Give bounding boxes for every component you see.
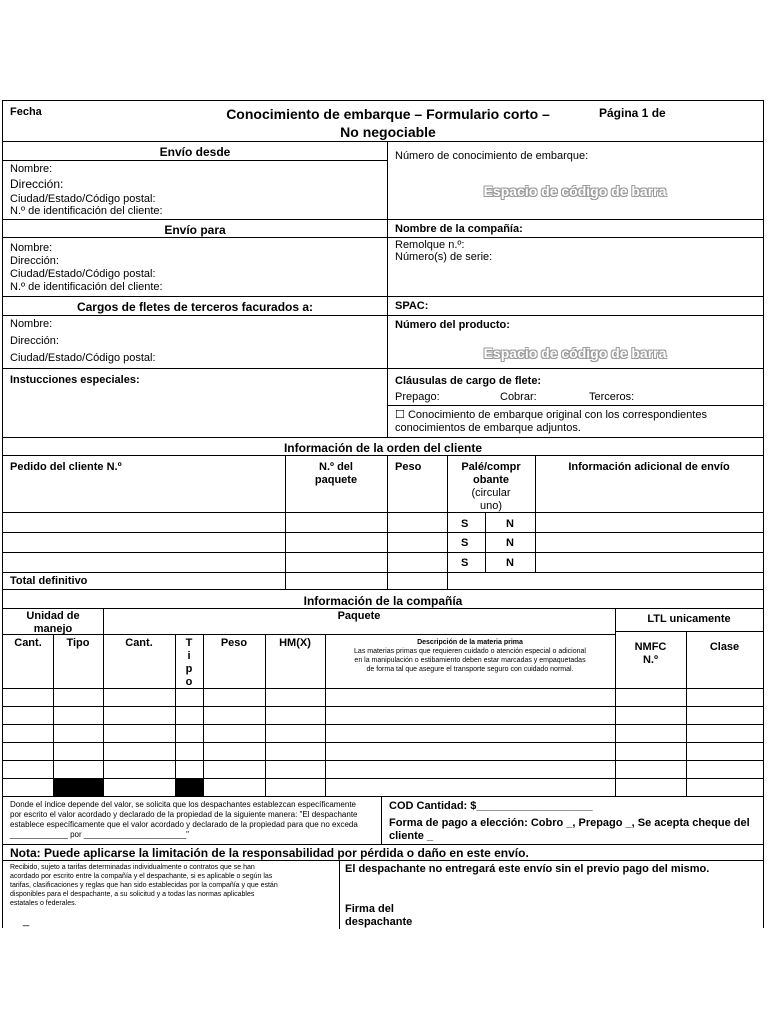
- divider: [339, 860, 340, 929]
- divider: [3, 572, 763, 573]
- col-nmfc: [615, 641, 686, 667]
- received-line4: disponibles para el despachante, a su solicitud y a todas las normas aplicables: [10, 891, 255, 898]
- divider: [3, 368, 763, 369]
- row-s-marker[interactable]: S: [461, 518, 469, 530]
- col-cant-2: Cant.: [125, 637, 153, 649]
- divider: [53, 634, 54, 796]
- envio-para-direccion: Dirección:: [10, 255, 59, 267]
- received-dash: _: [23, 915, 30, 927]
- total-definitivo: Total definitivo: [10, 575, 88, 587]
- form-title-line1: Conocimiento de embarque – Formulario corto –: [226, 106, 550, 122]
- desc-line1: Las materias primas que requieren cuidado o atención especial o adicional: [354, 648, 586, 655]
- divider: [3, 512, 763, 513]
- row-n-marker[interactable]: N: [506, 557, 514, 569]
- col-num-paquete-line1: N.º del: [319, 461, 353, 473]
- special-instructions-label: Instucciones especiales:: [10, 374, 140, 386]
- company-name-label: Nombre de la compañía:: [395, 223, 523, 235]
- col-cant-1: Cant.: [14, 637, 42, 649]
- envio-desde-direccion: Dirección:: [10, 177, 64, 191]
- paquete-header: Paquete: [337, 610, 381, 622]
- freight-clauses-label: Cláusulas de cargo de flete:: [395, 375, 542, 387]
- envio-desde-ciudad: Ciudad/Estado/Código postal:: [10, 193, 156, 205]
- received-line2: acordado por escrito entre la compañía y el despachante, si es aplicable o según las: [10, 873, 273, 880]
- product-number-label: Número del producto:: [395, 319, 510, 331]
- desc-line3: de forma tal que asegure el transporte seguro con cuidado normal.: [366, 666, 574, 673]
- declared-value-line1: Donde el índice depende del valor, se solicita que los despachantes establezcan específicamente: [10, 800, 357, 809]
- company-info-heading: Información de la compañía: [303, 594, 463, 608]
- terceros-ciudad: Ciudad/Estado/Código postal:: [10, 352, 156, 364]
- col-pedido: Pedido del cliente N.º: [10, 461, 122, 473]
- divider: [3, 160, 387, 161]
- divider: [3, 778, 763, 779]
- original-bol-checkbox-line2: conocimientos de embarque adjuntos.: [395, 422, 581, 434]
- divider: [387, 405, 763, 406]
- declared-value-text: [10, 800, 378, 840]
- divider: [3, 141, 763, 142]
- col-clase: Clase: [709, 641, 740, 653]
- bol-number-label: Número de conocimiento de embarque:: [395, 150, 589, 162]
- col-tipo-2-letter: p: [185, 663, 193, 675]
- row-s-marker[interactable]: S: [461, 537, 469, 549]
- declared-value-line3: establece específicamente que el valor acordado y declarado de la propiedad para que no exceda: [10, 820, 358, 829]
- ltl-header: LTL unicamente: [647, 613, 731, 625]
- form-title-line2: No negociable: [340, 124, 436, 140]
- divider: [3, 724, 763, 725]
- col-tipo-2-letter: i: [187, 650, 191, 662]
- col-info-adicional: Información adicional de envío: [568, 461, 730, 473]
- received-line3: tarifas, clasificaciones y reglas que han sido establecidas por la compañía y que están: [10, 882, 278, 889]
- terceros-direccion: Dirección:: [10, 335, 59, 347]
- divider: [3, 455, 763, 456]
- serie-label: Número(s) de serie:: [395, 251, 493, 263]
- divider: [615, 608, 616, 796]
- shaded-cell: [54, 779, 103, 796]
- unidad-manejo-header: [3, 610, 103, 636]
- divider: [485, 512, 486, 573]
- col-peso-2: Peso: [220, 637, 248, 649]
- desc-materia-prima: [327, 638, 613, 674]
- divider: [387, 237, 763, 238]
- terceros-charge-label: Terceros:: [589, 391, 635, 403]
- original-bol-checkbox[interactable]: [395, 409, 759, 435]
- received-terms: [10, 863, 336, 908]
- col-num-paquete-line2: paquete: [314, 474, 358, 486]
- divider: [3, 589, 763, 590]
- desc-title: Descripción de la materia prima: [417, 639, 523, 646]
- divider: [325, 634, 326, 796]
- original-bol-checkbox-text: Conocimiento de embarque original con los correspondientes: [407, 409, 707, 421]
- divider: [203, 634, 204, 796]
- col-pale-line3: (circular: [471, 487, 511, 499]
- unidad-manejo-line2: manejo: [33, 623, 73, 635]
- divider: [3, 760, 763, 761]
- divider: [3, 796, 763, 797]
- checkbox-icon[interactable]: ☐: [395, 409, 405, 421]
- divider: [615, 631, 763, 632]
- declared-value-line2: por escrito el valor acordado y declarado de la propiedad de la siguiente manera: "El despachante: [10, 810, 358, 819]
- divider: [3, 742, 763, 743]
- shipper-signature-line1: Firma del: [345, 903, 394, 915]
- bill-of-lading-form: [2, 100, 764, 928]
- divider: [3, 219, 763, 220]
- prepago-label: Prepago:: [395, 391, 440, 403]
- col-pale: [447, 461, 535, 513]
- remolque-label: Remolque n.º:: [395, 239, 465, 251]
- divider: [381, 796, 382, 844]
- liability-note: Nota: Puede aplicarse la limitación de la responsabilidad por pérdida o daño en este envío.: [10, 846, 529, 860]
- col-tipo-2-letter: T: [185, 637, 193, 649]
- terceros-heading: Cargos de fletes de terceros facurados a:: [76, 300, 314, 314]
- divider: [3, 315, 763, 316]
- col-nmfc-line1: NMFC: [634, 641, 667, 653]
- divider: [3, 608, 763, 609]
- divider: [3, 237, 387, 238]
- col-nmfc-line2: N.º: [642, 654, 659, 666]
- barcode-space-2: Espacio de código de barra: [483, 345, 667, 361]
- barcode-space-1: Espacio de código de barra: [483, 183, 667, 199]
- received-line5: estatales o federales.: [10, 900, 77, 907]
- shipper-signature-line2: despachante: [345, 916, 413, 928]
- form-title: [183, 105, 593, 141]
- shaded-cell: [176, 779, 203, 796]
- received-line1: Recibido, sujeto a tarifas determinadas individualmente o contratos que se han: [10, 864, 255, 871]
- divider: [3, 437, 763, 438]
- cobrar-label: Cobrar:: [500, 391, 537, 403]
- col-hm: HM(X): [279, 637, 311, 649]
- col-pale-line2: obante: [472, 474, 510, 486]
- divider: [3, 532, 763, 533]
- col-tipo-2-letter: o: [185, 676, 193, 688]
- payment-method-line1: Forma de pago a elección: Cobro _, Prepago _, Se acepta cheque del: [389, 817, 750, 829]
- unidad-manejo-line1: Unidad de: [26, 610, 80, 622]
- divider: [387, 455, 388, 589]
- divider: [3, 706, 763, 707]
- envio-desde-nombre: Nombre:: [10, 163, 53, 175]
- divider: [3, 688, 763, 689]
- divider: [3, 844, 763, 845]
- divider: [3, 860, 763, 861]
- col-pale-line1: Palé/compr: [461, 461, 521, 473]
- page-number: Página 1 de: [599, 106, 666, 120]
- col-num-paquete: [285, 461, 387, 487]
- original-bol-checkbox-line1: [395, 409, 759, 422]
- declared-value-line4: _____________ por _______________________": [10, 830, 190, 839]
- row-n-marker[interactable]: N: [506, 537, 514, 549]
- envio-desde-id: N.º de identificación del cliente:: [10, 205, 163, 217]
- envio-para-ciudad: Ciudad/Estado/Código postal:: [10, 268, 156, 280]
- cod-amount[interactable]: COD Cantidad: $___________________: [389, 800, 593, 812]
- shipper-notice: El despachante no entregará este envío sin el previo pago del mismo.: [345, 863, 710, 875]
- divider: [686, 631, 687, 796]
- payment-method: [389, 817, 761, 843]
- shipper-signature-label: [345, 903, 412, 929]
- col-tipo-2: [175, 637, 203, 689]
- col-tipo-1: Tipo: [66, 637, 90, 649]
- divider: [3, 634, 615, 635]
- terceros-nombre: Nombre:: [10, 318, 53, 330]
- envio-desde-heading: Envío desde: [159, 145, 231, 159]
- col-peso: Peso: [395, 461, 422, 473]
- envio-para-nombre: Nombre:: [10, 242, 53, 254]
- row-n-marker[interactable]: N: [506, 518, 514, 530]
- spac-label: SPAC:: [395, 300, 429, 312]
- customer-order-heading: Información de la orden del cliente: [283, 441, 483, 455]
- col-pale-line4: uno): [479, 500, 503, 512]
- desc-line2: en la manipulación o estibamiento deben estar marcadas y empaquetadas: [354, 657, 586, 664]
- payment-method-line2: cliente _: [389, 830, 434, 842]
- divider: [3, 552, 763, 553]
- envio-para-id: N.º de identificación del cliente:: [10, 281, 163, 293]
- row-s-marker[interactable]: S: [461, 557, 469, 569]
- envio-para-heading: Envío para: [164, 223, 226, 237]
- divider: [3, 296, 763, 297]
- divider: [265, 634, 266, 796]
- fecha-label: Fecha: [10, 106, 42, 118]
